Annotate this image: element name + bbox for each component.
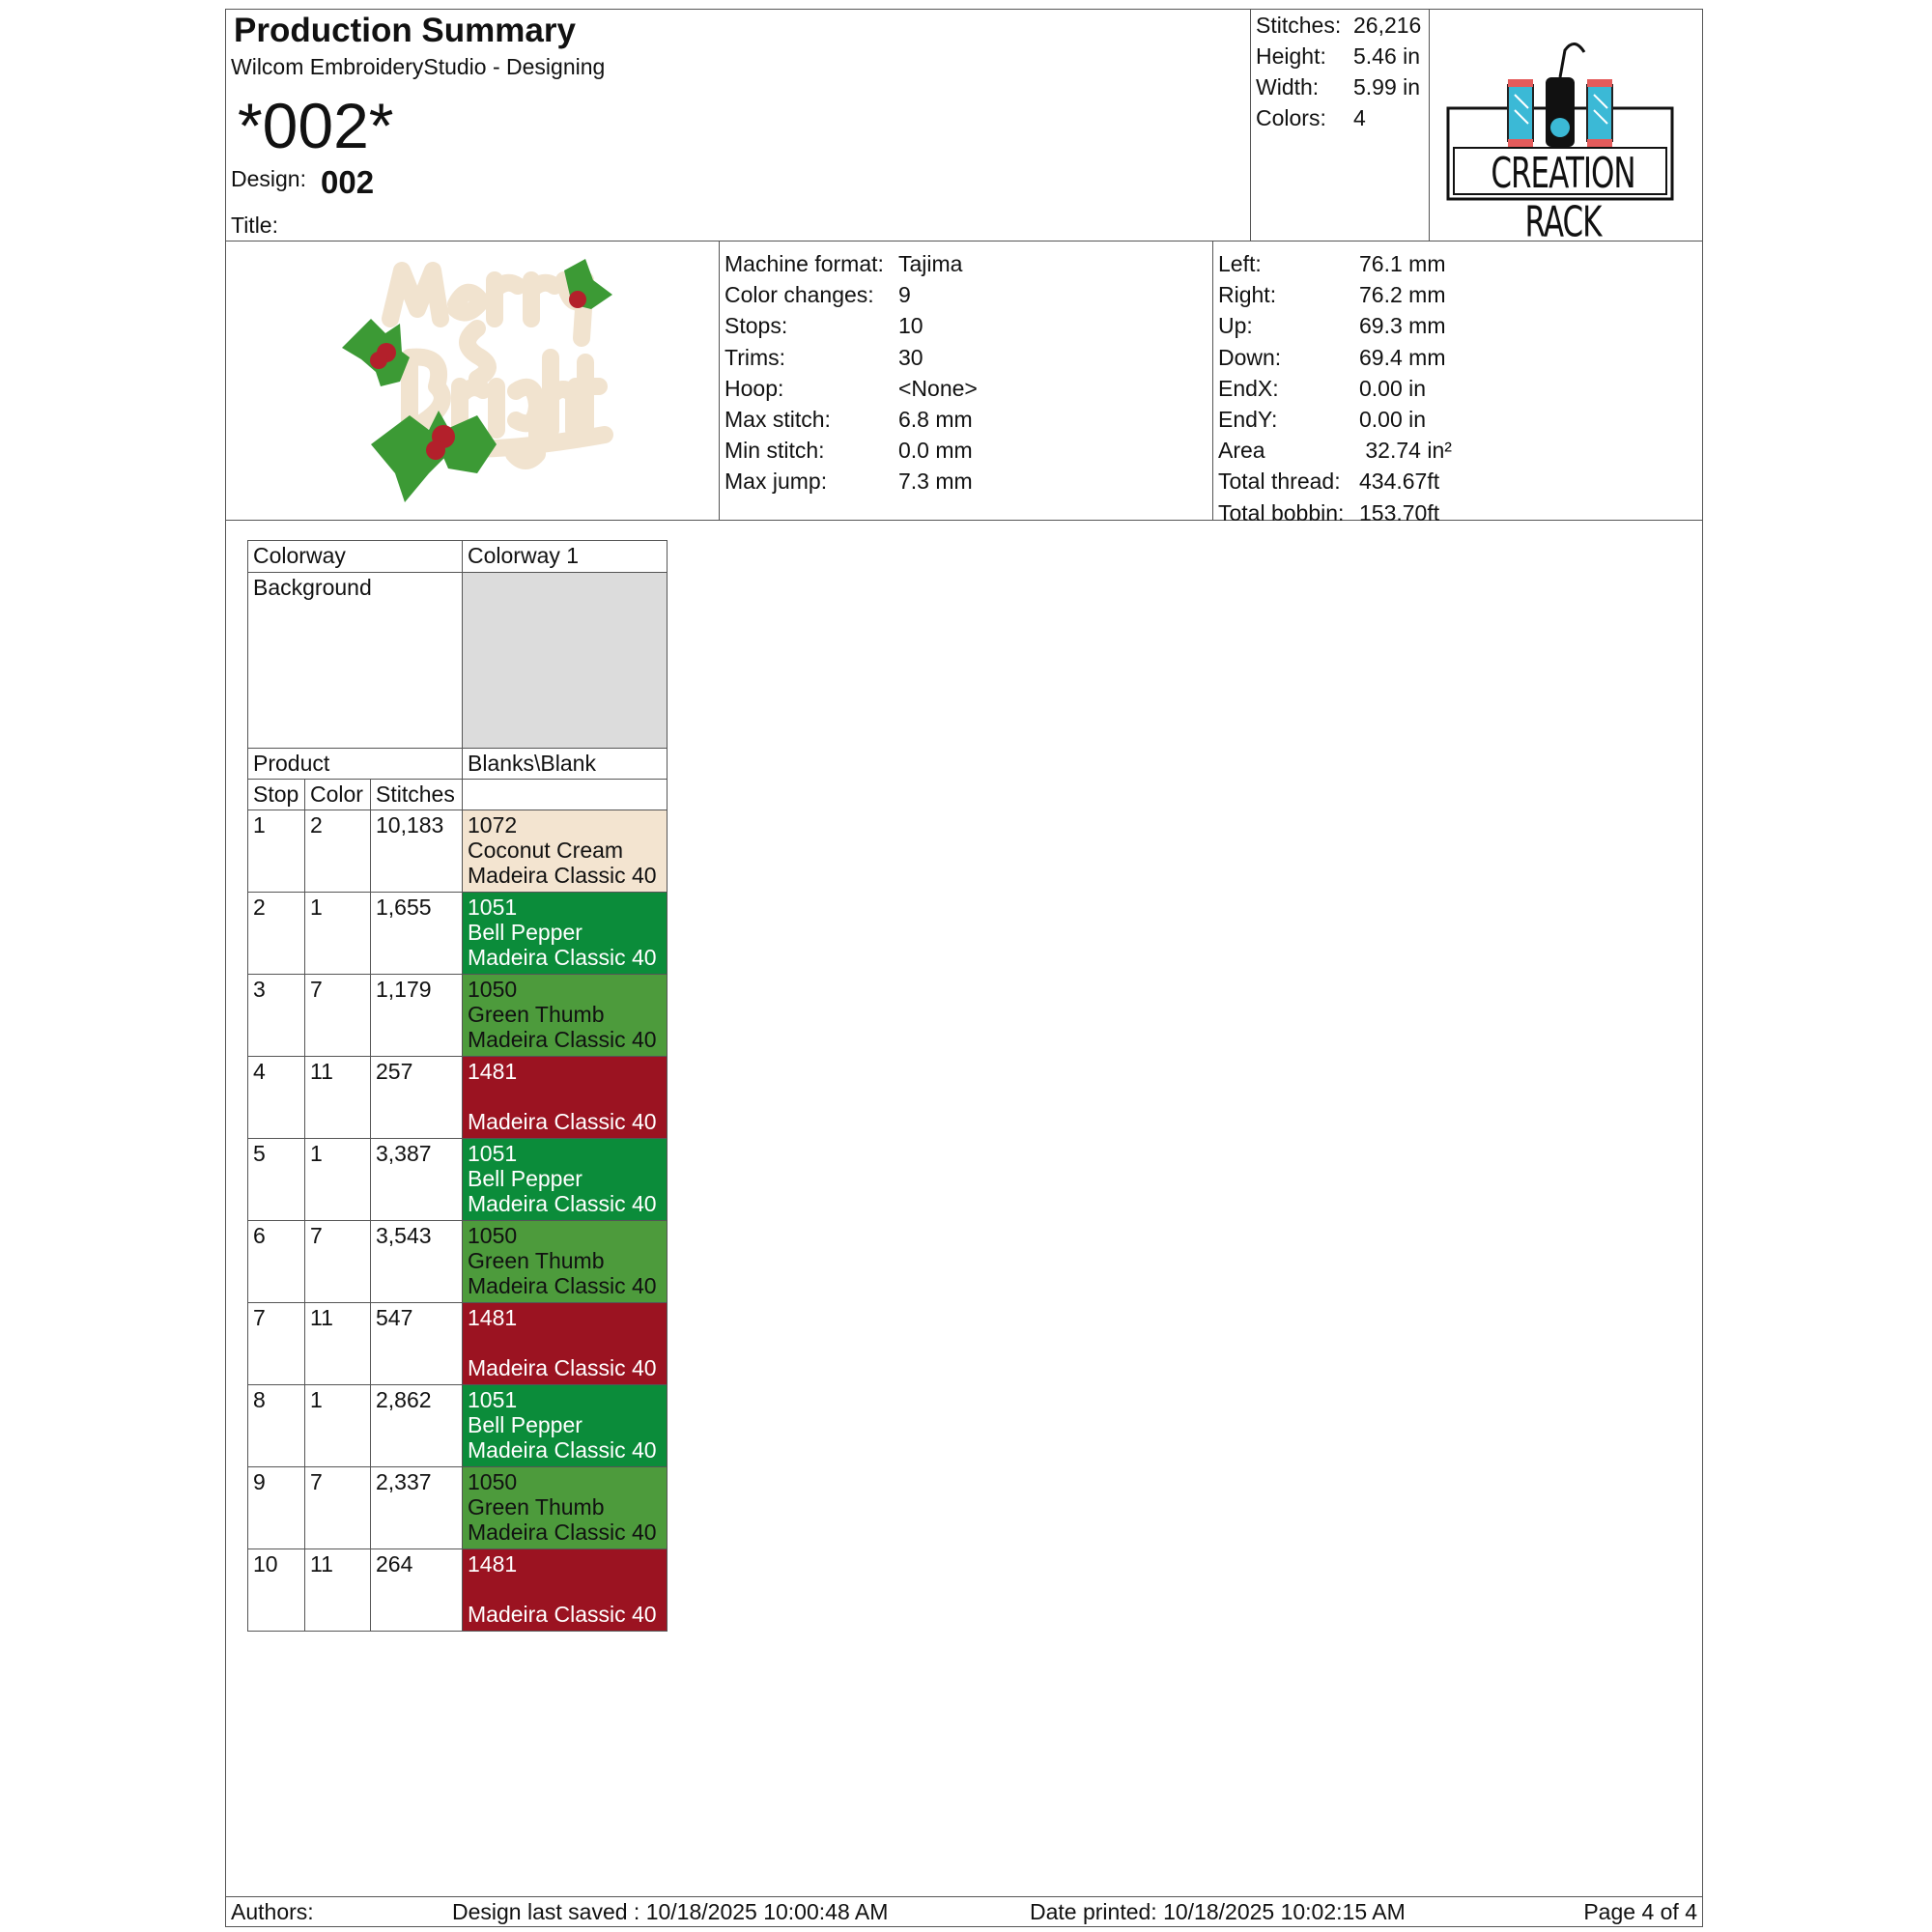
stop-number: 2	[248, 893, 305, 975]
color-number: 11	[305, 1303, 371, 1385]
summary-label: Colors:	[1256, 105, 1326, 130]
summary-value: 26,216	[1353, 13, 1422, 38]
header-color: Color	[305, 780, 371, 810]
stitch-count: 257	[371, 1057, 463, 1139]
thread-name: Green Thumb	[468, 1248, 605, 1273]
logo-text: CREATION RACK	[1491, 150, 1635, 247]
extent-label: Right:	[1218, 282, 1277, 308]
color-number: 2	[305, 810, 371, 893]
stitch-count: 3,543	[371, 1221, 463, 1303]
extent-value: 153.70ft	[1359, 499, 1440, 526]
thread-swatch	[463, 1057, 668, 1139]
thread-name: Green Thumb	[468, 1494, 605, 1520]
stop-row	[248, 1385, 668, 1467]
thread-name	[468, 1084, 662, 1109]
color-number: 11	[305, 1057, 371, 1139]
thread-code: 1481	[468, 1551, 518, 1577]
stop-number: 1	[248, 810, 305, 893]
stop-row	[248, 810, 668, 893]
color-number: 1	[305, 1139, 371, 1221]
colorway-row	[248, 541, 668, 573]
stitch-count: 1,179	[371, 975, 463, 1057]
machine-label: Max jump:	[724, 469, 828, 495]
thread-swatch	[463, 1467, 668, 1549]
thread-brand: Madeira Classic 40	[468, 1109, 657, 1134]
thread-swatch	[463, 893, 668, 975]
color-number: 7	[305, 1467, 371, 1549]
summary-label: Height:	[1256, 43, 1326, 69]
stop-row	[248, 893, 668, 975]
thread-code: 1051	[468, 1387, 518, 1412]
summary-value: 4	[1353, 105, 1366, 130]
colorway-label: Colorway	[248, 541, 463, 573]
thread-code: 1050	[468, 1469, 518, 1494]
machine-value: 10	[898, 313, 923, 339]
design-preview-graphic	[332, 251, 622, 517]
thread-brand: Madeira Classic 40	[468, 1437, 657, 1463]
extent-value: 32.74 in²	[1359, 438, 1452, 464]
header-stitches: Stitches	[371, 780, 463, 810]
stop-row	[248, 1221, 668, 1303]
summary-value: 5.99 in	[1353, 74, 1421, 99]
stop-row	[248, 1139, 668, 1221]
extent-value: 76.1 mm	[1359, 251, 1446, 276]
extent-label: Down:	[1218, 344, 1282, 370]
stop-number: 8	[248, 1385, 305, 1467]
product-row	[248, 749, 668, 780]
machine-value: 0.0 mm	[898, 438, 973, 464]
machine-label: Max stitch:	[724, 407, 831, 432]
machine-label: Color changes:	[724, 282, 874, 308]
thread-code: 1051	[468, 1141, 518, 1166]
thread-name: Bell Pepper	[468, 1412, 582, 1437]
machine-label: Trims:	[724, 344, 786, 370]
stop-number: 10	[248, 1549, 305, 1632]
product-value: Blanks\Blank	[463, 749, 668, 780]
machine-value: 6.8 mm	[898, 407, 973, 432]
stitch-count: 3,387	[371, 1139, 463, 1221]
column-header-row	[248, 780, 668, 810]
machine-value: 7.3 mm	[898, 469, 973, 495]
thread-swatch	[463, 1221, 668, 1303]
extent-label: Up:	[1218, 313, 1253, 339]
stop-row	[248, 1057, 668, 1139]
thread-brand: Madeira Classic 40	[468, 863, 657, 888]
extent-value: 69.3 mm	[1359, 313, 1446, 339]
thread-code: 1050	[468, 1223, 518, 1248]
extent-value: 76.2 mm	[1359, 282, 1446, 308]
machine-value: 9	[898, 282, 911, 308]
stop-number: 3	[248, 975, 305, 1057]
stitch-count: 547	[371, 1303, 463, 1385]
thread-brand: Madeira Classic 40	[468, 1027, 657, 1052]
thread-swatch	[463, 1303, 668, 1385]
extent-value: 0.00 in	[1359, 375, 1427, 401]
design-code: *002*	[238, 90, 394, 161]
thread-brand: Madeira Classic 40	[468, 1602, 657, 1627]
creation-rack-logo	[1445, 39, 1677, 247]
extent-label: Left:	[1218, 251, 1262, 276]
footer-date-printed: Date printed: 10/18/2025 10:02:15 AM	[1030, 1899, 1406, 1924]
header-stop: Stop	[248, 780, 305, 810]
production-summary-page	[225, 9, 1703, 1927]
machine-value: <None>	[898, 375, 978, 401]
extent-label: Area	[1218, 438, 1265, 464]
color-number: 7	[305, 975, 371, 1057]
stop-row	[248, 1467, 668, 1549]
thread-code: 1072	[468, 812, 518, 838]
summary-value: 5.46 in	[1353, 43, 1421, 69]
extent-label: Total thread:	[1218, 469, 1341, 495]
thread-swatch	[463, 1549, 668, 1632]
footer-last-saved: Design last saved : 10/18/2025 10:00:48 AM	[452, 1899, 889, 1924]
stop-number: 4	[248, 1057, 305, 1139]
extent-label: EndX:	[1218, 375, 1279, 401]
thread-brand: Madeira Classic 40	[468, 1355, 657, 1380]
design-label: Design:	[231, 166, 306, 191]
extent-value: 69.4 mm	[1359, 344, 1446, 370]
background-swatch	[463, 573, 668, 749]
colorway-table	[247, 540, 668, 1632]
product-label: Product	[248, 749, 463, 780]
stitch-count: 264	[371, 1549, 463, 1632]
thread-brand: Madeira Classic 40	[468, 945, 657, 970]
machine-value: 30	[898, 344, 923, 370]
stop-number: 6	[248, 1221, 305, 1303]
extent-label: Total bobbin:	[1218, 499, 1345, 526]
thread-name	[468, 1577, 662, 1602]
stitch-count: 1,655	[371, 893, 463, 975]
design-preview	[332, 251, 622, 517]
background-label: Background	[248, 573, 463, 749]
machine-label: Machine format:	[724, 251, 884, 276]
color-number: 7	[305, 1221, 371, 1303]
extent-label: EndY:	[1218, 407, 1278, 432]
thread-swatch	[463, 975, 668, 1057]
thread-name: Bell Pepper	[468, 1166, 582, 1191]
thread-swatch	[463, 1385, 668, 1467]
thread-brand: Madeira Classic 40	[468, 1273, 657, 1298]
stitch-count: 10,183	[371, 810, 463, 893]
color-number: 1	[305, 893, 371, 975]
stop-number: 5	[248, 1139, 305, 1221]
thread-name: Bell Pepper	[468, 920, 582, 945]
stop-row	[248, 1549, 668, 1632]
color-number: 11	[305, 1549, 371, 1632]
thread-brand: Madeira Classic 40	[468, 1520, 657, 1545]
app-subtitle: Wilcom EmbroideryStudio - Designing	[231, 54, 606, 79]
summary-label: Stitches:	[1256, 13, 1342, 38]
thread-code: 1050	[468, 977, 518, 1002]
stop-row	[248, 975, 668, 1057]
machine-value: Tajima	[898, 251, 963, 276]
color-number: 1	[305, 1385, 371, 1467]
summary-label: Width:	[1256, 74, 1320, 99]
footer-authors: Authors:	[231, 1899, 314, 1924]
stitch-count: 2,862	[371, 1385, 463, 1467]
header-thread	[463, 780, 668, 810]
thread-code: 1481	[468, 1059, 518, 1084]
stop-number: 9	[248, 1467, 305, 1549]
machine-label: Stops:	[724, 313, 788, 339]
thread-code: 1051	[468, 895, 518, 920]
stop-row	[248, 1303, 668, 1385]
thread-name: Coconut Cream	[468, 838, 624, 863]
stop-number: 7	[248, 1303, 305, 1385]
stitch-count: 2,337	[371, 1467, 463, 1549]
background-row	[248, 573, 668, 749]
machine-label: Min stitch:	[724, 438, 825, 464]
thread-code: 1481	[468, 1305, 518, 1330]
footer-page-number: Page 4 of 4	[1583, 1899, 1697, 1924]
thread-brand: Madeira Classic 40	[468, 1191, 657, 1216]
thread-swatch	[463, 810, 668, 893]
extent-value: 0.00 in	[1359, 407, 1427, 432]
thread-swatch	[463, 1139, 668, 1221]
thread-name	[468, 1330, 662, 1355]
machine-label: Hoop:	[724, 375, 784, 401]
design-value: 002	[321, 164, 375, 200]
title-label: Title:	[231, 213, 278, 238]
thread-name: Green Thumb	[468, 1002, 605, 1027]
extent-value: 434.67ft	[1359, 469, 1440, 495]
colorway-value: Colorway 1	[463, 541, 668, 573]
page-title: Production Summary	[234, 12, 576, 49]
